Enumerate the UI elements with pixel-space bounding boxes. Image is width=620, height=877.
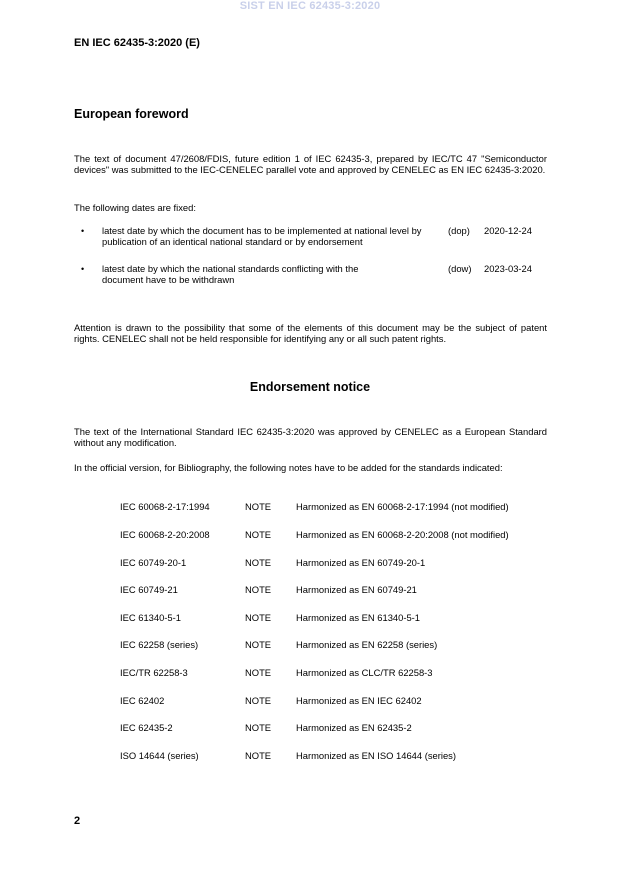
- note-label: NOTE: [245, 584, 272, 595]
- note-label: NOTE: [245, 722, 272, 733]
- note-label: NOTE: [245, 529, 272, 540]
- note-standard: IEC 60068-2-20:2008: [120, 529, 210, 540]
- note-text: Harmonized as EN ISO 14644 (series): [296, 750, 456, 761]
- note-text: Harmonized as EN 61340-5-1: [296, 612, 421, 623]
- bullet-icon: •: [81, 264, 85, 274]
- note-standard: IEC/TR 62258-3: [120, 667, 188, 678]
- note-standard: IEC 60749-21: [120, 584, 178, 595]
- note-label: NOTE: [245, 557, 272, 568]
- note-standard: IEC 62435-2: [120, 722, 173, 733]
- note-standard: IEC 60068-2-17:1994: [120, 501, 210, 512]
- endorsement-para-1: The text of the International Standard IEC 62435-3:2020 was approved by CENELEC as a European Standard without any modification.: [74, 426, 547, 449]
- date-item-code: (dow): [448, 263, 472, 274]
- note-label: NOTE: [245, 612, 272, 623]
- note-standard: IEC 60749-20-1: [120, 557, 187, 568]
- note-label: NOTE: [245, 750, 272, 761]
- watermark: SIST EN IEC 62435-3:2020: [239, 0, 381, 12]
- note-text: Harmonized as EN 60068-2-20:2008 (not modified): [296, 529, 509, 540]
- note-label: NOTE: [245, 695, 272, 706]
- document-id: EN IEC 62435-3:2020 (E): [74, 37, 200, 49]
- date-item-text: latest date by which the document has to be implemented at national level by publication of an identical national standard or by endorsement: [102, 225, 422, 248]
- note-standard: IEC 61340-5-1: [120, 612, 181, 623]
- note-text: Harmonized as CLC/TR 62258-3: [296, 667, 433, 678]
- note-text: Harmonized as EN 60749-21: [296, 584, 417, 595]
- date-item-text: latest date by which the national standards conflicting with the document have to be withdrawn: [102, 263, 359, 286]
- date-item-date: 2020-12-24: [484, 225, 532, 236]
- note-standard: ISO 14644 (series): [120, 750, 199, 761]
- note-label: NOTE: [245, 501, 272, 512]
- endorsement-title: Endorsement notice: [249, 380, 371, 394]
- dates-intro: The following dates are fixed:: [74, 202, 196, 213]
- note-standard: IEC 62258 (series): [120, 639, 199, 650]
- note-text: Harmonized as EN IEC 62402: [296, 695, 422, 706]
- note-text: Harmonized as EN 60068-2-17:1994 (not modified): [296, 501, 509, 512]
- note-text: Harmonized as EN 62258 (series): [296, 639, 438, 650]
- patent-attention: Attention is drawn to the possibility that some of the elements of this document may be the subject of patent rights. CENELEC shall not be held responsible for identifying any or all such patent rights.: [74, 322, 547, 345]
- date-item-code: (dop): [448, 225, 470, 236]
- page-number: 2: [74, 815, 81, 827]
- note-standard: IEC 62402: [120, 695, 165, 706]
- bullet-icon: •: [81, 226, 85, 236]
- date-item-date: 2023-03-24: [484, 263, 532, 274]
- endorsement-para-2: In the official version, for Bibliography, the following notes have to be added for the standards indicated:: [74, 462, 503, 473]
- foreword-title: European foreword: [74, 107, 189, 121]
- note-label: NOTE: [245, 667, 272, 678]
- foreword-intro: The text of document 47/2608/FDIS, future edition 1 of IEC 62435-3, prepared by IEC/TC 47 "Semiconductor devices" was submitted to the IEC-CENELEC parallel vote and approved by CENELEC as EN IEC 62435-3:2020.: [74, 153, 547, 176]
- note-text: Harmonized as EN 60749-20-1: [296, 557, 426, 568]
- note-label: NOTE: [245, 639, 272, 650]
- note-text: Harmonized as EN 62435-2: [296, 722, 412, 733]
